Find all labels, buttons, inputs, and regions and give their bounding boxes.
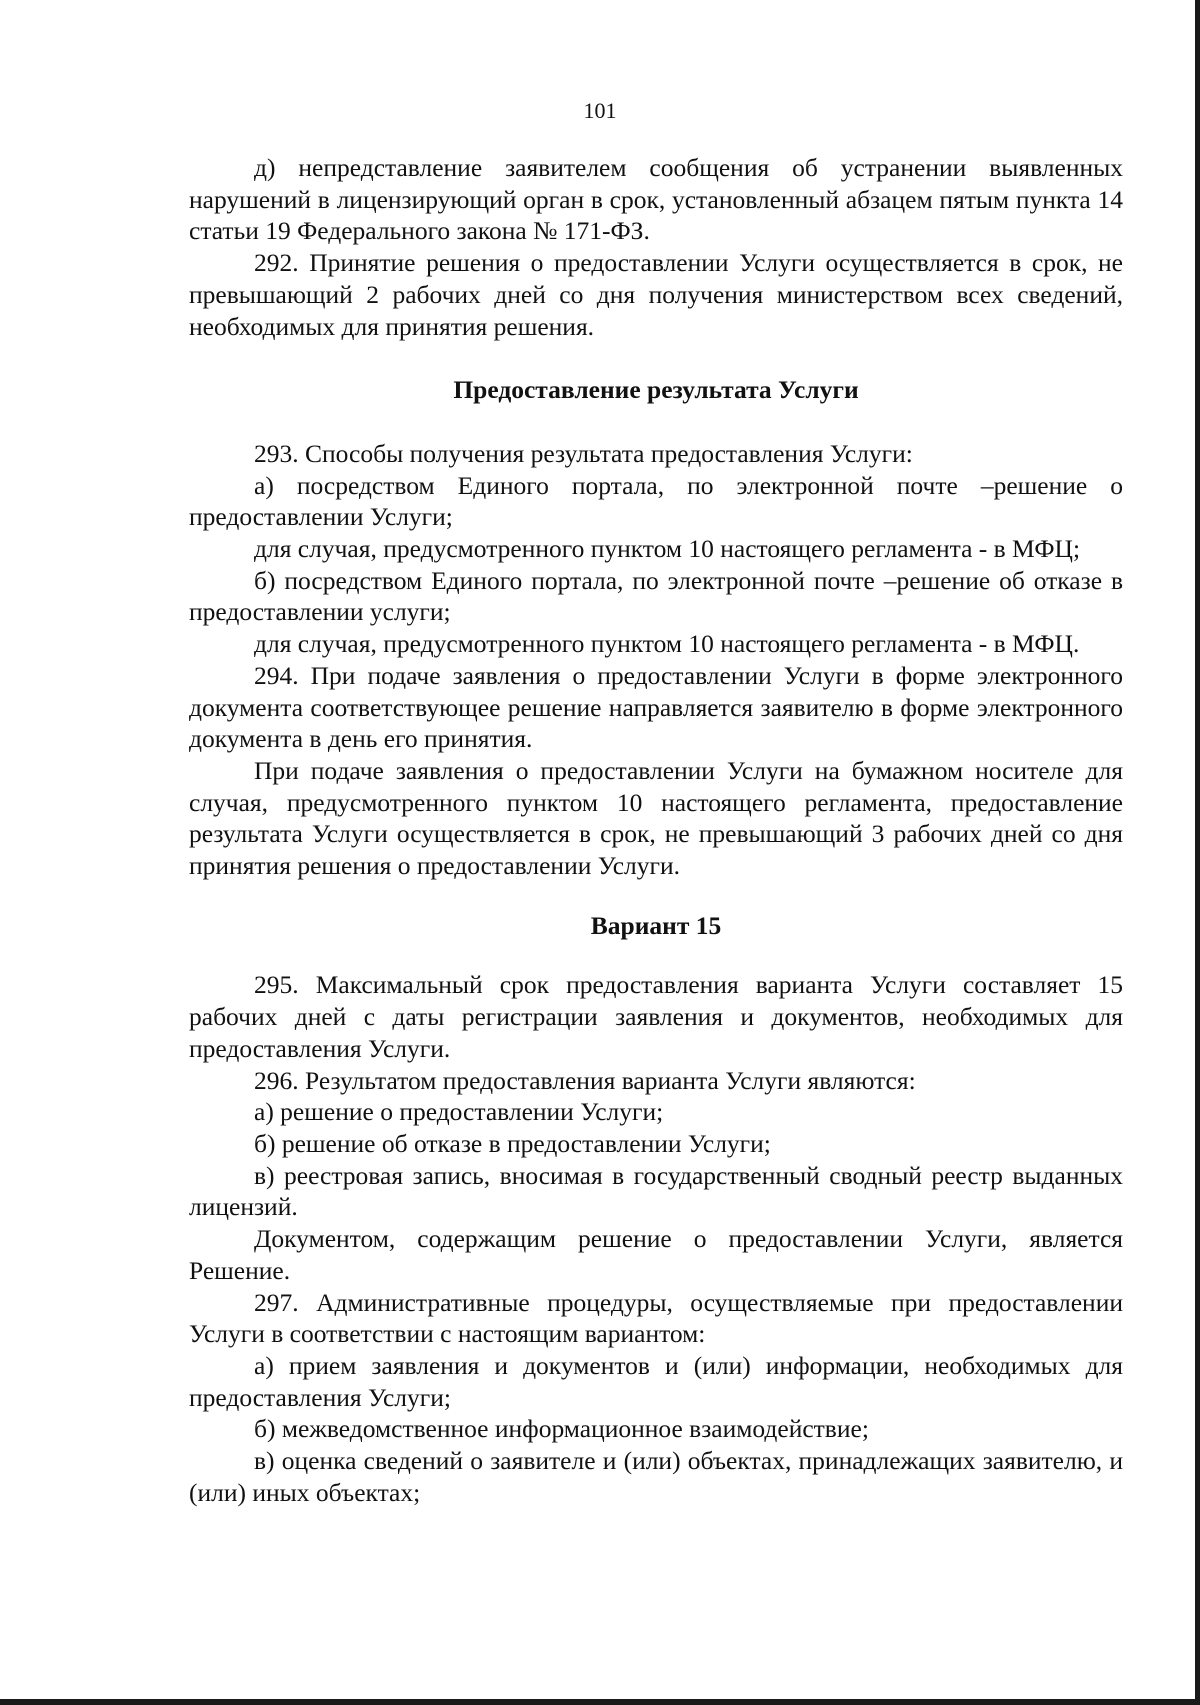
paragraph-292: 292. Принятие решения о предоставлении Услуги осуществляется в срок, не превышающий 2 рабочих дней со дня получения министерством всех сведений, необходимых для принятия решения. bbox=[189, 248, 1123, 341]
paragraph-296: 296. Результатом предоставления варианта Услуги являются: bbox=[254, 1065, 916, 1095]
section-heading-result: Предоставление результата Услуги bbox=[453, 375, 859, 405]
section-heading-variant-15: Вариант 15 bbox=[590, 910, 722, 940]
paragraph-293: 293. Способы получения результата предоставления Услуги: bbox=[254, 438, 913, 468]
paragraph-293-a-mfc: для случая, предусмотренного пунктом 10 настоящего регламента - в МФЦ; bbox=[254, 534, 1081, 564]
paragraph-297-b: б) межведомственное информационное взаимодействие; bbox=[254, 1414, 869, 1444]
paragraph-295: 295. Максимальный срок предоставления варианта Услуги составляет 15 рабочих дней с даты регистрации заявления и документов, необходимых для предоставления Услуги. bbox=[189, 970, 1123, 1063]
paragraph-297-v: в) оценка сведений о заявителе и (или) объектах, принадлежащих заявителю, и (или) иных объектах; bbox=[189, 1446, 1123, 1507]
scan-border-bottom bbox=[0, 1699, 1200, 1705]
scan-border-right bbox=[1195, 0, 1200, 1705]
paragraph-296-v: в) реестровая запись, вносимая в государственный сводный реестр выданных лицензий. bbox=[189, 1160, 1123, 1222]
paragraph-297: 297. Административные процедуры, осуществляемые при предоставлении Услуги в соответствии с настоящим вариантом: bbox=[189, 1287, 1123, 1349]
paragraph-294: 294. При подаче заявления о предоставлении Услуги в форме электронного документа соответствующее решение направляется заявителю в форме электронного документа в день его принятия. bbox=[189, 660, 1123, 754]
page-number: 101 bbox=[583, 98, 617, 123]
document-body bbox=[189, 152, 1123, 1508]
paragraph-296-b: б) решение об отказе в предоставлении Услуги; bbox=[254, 1128, 771, 1158]
paragraph-293-a: а) посредством Единого портала, по электронной почте –решение о предоставлении Услуги; bbox=[189, 470, 1123, 532]
paragraph-296-document: Документом, содержащим решение о предоставлении Услуги, является Решение. bbox=[189, 1224, 1123, 1285]
paragraph-293-b-mfc: для случая, предусмотренного пунктом 10 настоящего регламента - в МФЦ. bbox=[254, 629, 1080, 659]
paragraph-d-violations: д) непредставление заявителем сообщения об устранении выявленных нарушений в лицензирующий орган в срок, установленный абзацем пятым пункта 14 статьи 19 Федерального закона № 171-ФЗ. bbox=[189, 153, 1123, 246]
paragraph-297-a: а) прием заявления и документов и (или) информации, необходимых для предоставления Услуги; bbox=[189, 1350, 1123, 1412]
paragraph-296-a: а) решение о предоставлении Услуги; bbox=[254, 1097, 664, 1127]
paragraph-294-paper: При подаче заявления о предоставлении Услуги на бумажном носителе для случая, предусмотренного пунктом 10 настоящего регламента, предоставление результата Услуги осуществляется в срок, не превышающий 3 рабочих дней со дня принятия решения о предоставлении Услуги. bbox=[189, 755, 1123, 881]
paragraph-293-b: б) посредством Единого портала, по электронной почте –решение об отказе в предоставлении услуги; bbox=[189, 565, 1123, 627]
